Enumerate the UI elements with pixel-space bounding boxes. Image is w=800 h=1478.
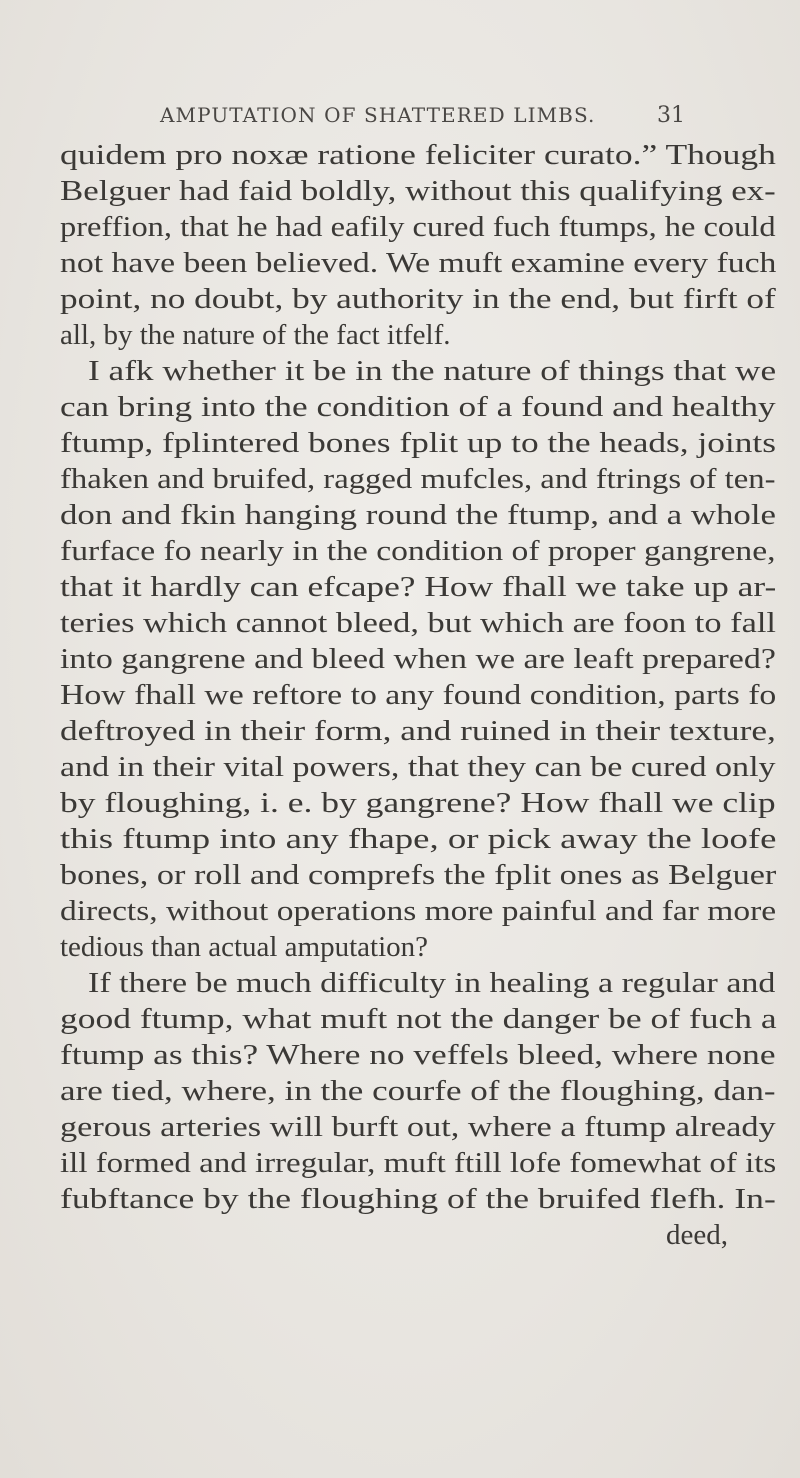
text-line: tedious than actual amputation? (60, 931, 429, 963)
text-line: Belguer had faid boldly, without this qualifying ex- (60, 175, 776, 207)
text-line: by floughing, i. e. by gangrene? How fhall we clip (60, 787, 776, 819)
text-line: point, no doubt, by authority in the end, but firft of (60, 283, 776, 315)
text-line: all, by the nature of the fact itfelf. (60, 319, 451, 351)
text-line: deftroyed in their form, and ruined in their texture, (60, 715, 776, 747)
text-line: into gangrene and bleed when we are leaft prepared? (60, 643, 776, 675)
text-line: How fhall we reftore to any found condition, parts fo (60, 679, 777, 711)
text-line: are tied, where, in the courfe of the floughing, dan- (60, 1075, 776, 1107)
text-line: gerous arteries will burft out, where a ftump already (60, 1111, 776, 1143)
text-line: bones, or roll and comprefs the fplit ones as Belguer (60, 859, 777, 891)
text-line: good ftump, what muft not the danger be of fuch a (60, 1003, 777, 1035)
text-line: don and fkin hanging round the ftump, and a whole (60, 499, 776, 531)
text-line: ftump, fplintered bones fplit up to the heads, joints (60, 427, 776, 459)
text-line: ftump as this? Where no veffels bleed, where none (60, 1039, 776, 1071)
running-title: AMPUTATION OF SHATTERED LIMBS. (160, 103, 596, 127)
paragraph-start-line: I afk whether it be in the nature of things that we (88, 355, 777, 387)
text-line: directs, without operations more painful and far more (60, 895, 777, 927)
text-line: can bring into the condition of a found and healthy (60, 391, 776, 423)
text-line: and in their vital powers, that they can be cured only (60, 751, 776, 783)
text-line: this ftump into any fhape, or pick away the loofe (60, 823, 777, 855)
text-line: not have been believed. We muft examine every fuch (60, 247, 777, 279)
text-line: quidem pro noxæ ratione feliciter curato.” Though (60, 139, 776, 171)
text-line: teries which cannot bleed, but which are foon to fall (60, 607, 776, 639)
text-line: fubftance by the floughing of the bruifed flefh. In- (60, 1183, 776, 1215)
text-line: fhaken and bruifed, ragged mufcles, and ftrings of ten- (60, 463, 776, 495)
catchword: deed, (666, 1219, 728, 1251)
text-line: ill formed and irregular, muft ftill lofe fomewhat of its (60, 1147, 777, 1179)
text-line: preffion, that he had eafily cured fuch ftumps, he could (60, 211, 776, 243)
text-line: that it hardly can efcape? How fhall we take up ar- (60, 571, 777, 603)
page-number: 31 (657, 103, 685, 128)
text-line: furface fo nearly in the condition of proper gangrene, (60, 535, 776, 567)
page-header (0, 103, 800, 143)
paragraph-start-line: If there be much difficulty in healing a regular and (88, 967, 776, 999)
